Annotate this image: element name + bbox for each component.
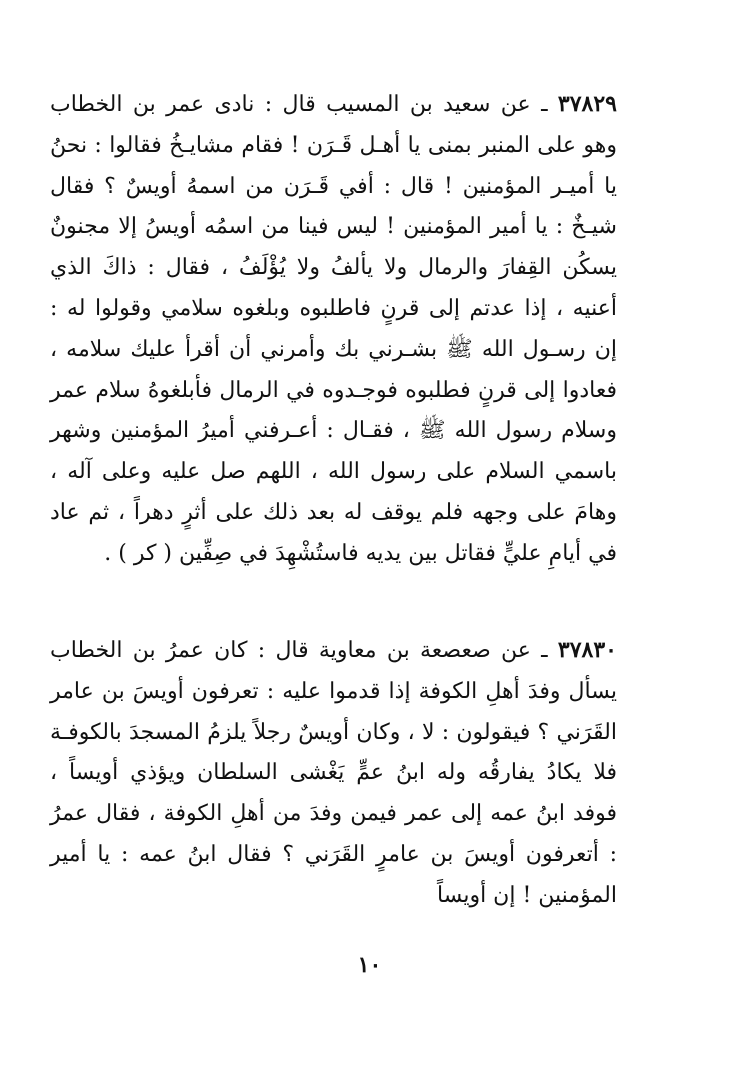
paragraph-37829 <box>50 84 617 575</box>
paragraph-37830 <box>50 630 617 917</box>
paragraph-number: ٣٧٨٣٠ <box>557 637 617 663</box>
paragraph-number: ٣٧٨٢٩ <box>557 91 617 117</box>
paragraph-text: ـ عن صعصعة بن معاوية قال : كان عمرُ بن الخطاب يسأل وفدَ أهلِ الكوفة إذا قدموا عليه : تعرفون أويسَ بن عامر القَرَني ؟ فيقولون : لا ، وكان أويسٌ رجلاً يلزمُ المسجدَ بالكوفـة فلا يكادُ يفارقُه وله ابنُ عمٍّ يَغْشى السلطان ويؤذي أويساً ، فوفد ابنُ عمه إلى عمر فيمن وفدَ من أهلِ الكوفة ، فقال عمرُ : أتعرفون أويسَ بن عامرٍ القَرَني ؟ فقال ابنُ عمه : يا أمير المؤمنين ! إن أويساً <box>50 638 617 908</box>
paragraph-text: ـ عن سعيد بن المسيب قال : نادى عمر بن الخطاب وهو على المنبر بمنى يا أهـل قَـرَن ! فقام مشايـخُ فقالوا : نحنُ يا أميـر المؤمنين ! قال : أفي قَـرَن من اسمهُ أويسٌ ؟ فقال شيـخٌ : يا أمير المؤمنين ! ليس فينا من اسمُه أويسُ إلا مجنونٌ يسكُن القِفارَ والرمال ولا يألفُ ولا يُؤْلَفُ ، فقال : ذاكَ الذي أعنيه ، إذا عدتم إلى قرنٍ فاطلبوه وبلغوه سلامي وقولوا له : إن رسـول الله ﷺ بشـرني بك وأمرني أن أقرأ عليك سلامه ، فعادوا إلى قرنٍ فطلبوه فوجـدوه في الرمال فأبلغوهُ سلام عمر وسلام رسول الله ﷺ ، فقـال : أعـرفني أميرُ المؤمنين وشهر باسمي السلام على رسول الله ، اللهم صل عليه وعلى آله ، وهامَ على وجهه فلم يوقف له بعد ذلك على أثرٍ دهراً ، ثم عاد في أيامِ عليٍّ فقاتل بين يديه فاستُشْهِدَ في صِفِّين ( كر ) . <box>50 92 617 566</box>
page-number: ١٠ <box>357 952 382 978</box>
